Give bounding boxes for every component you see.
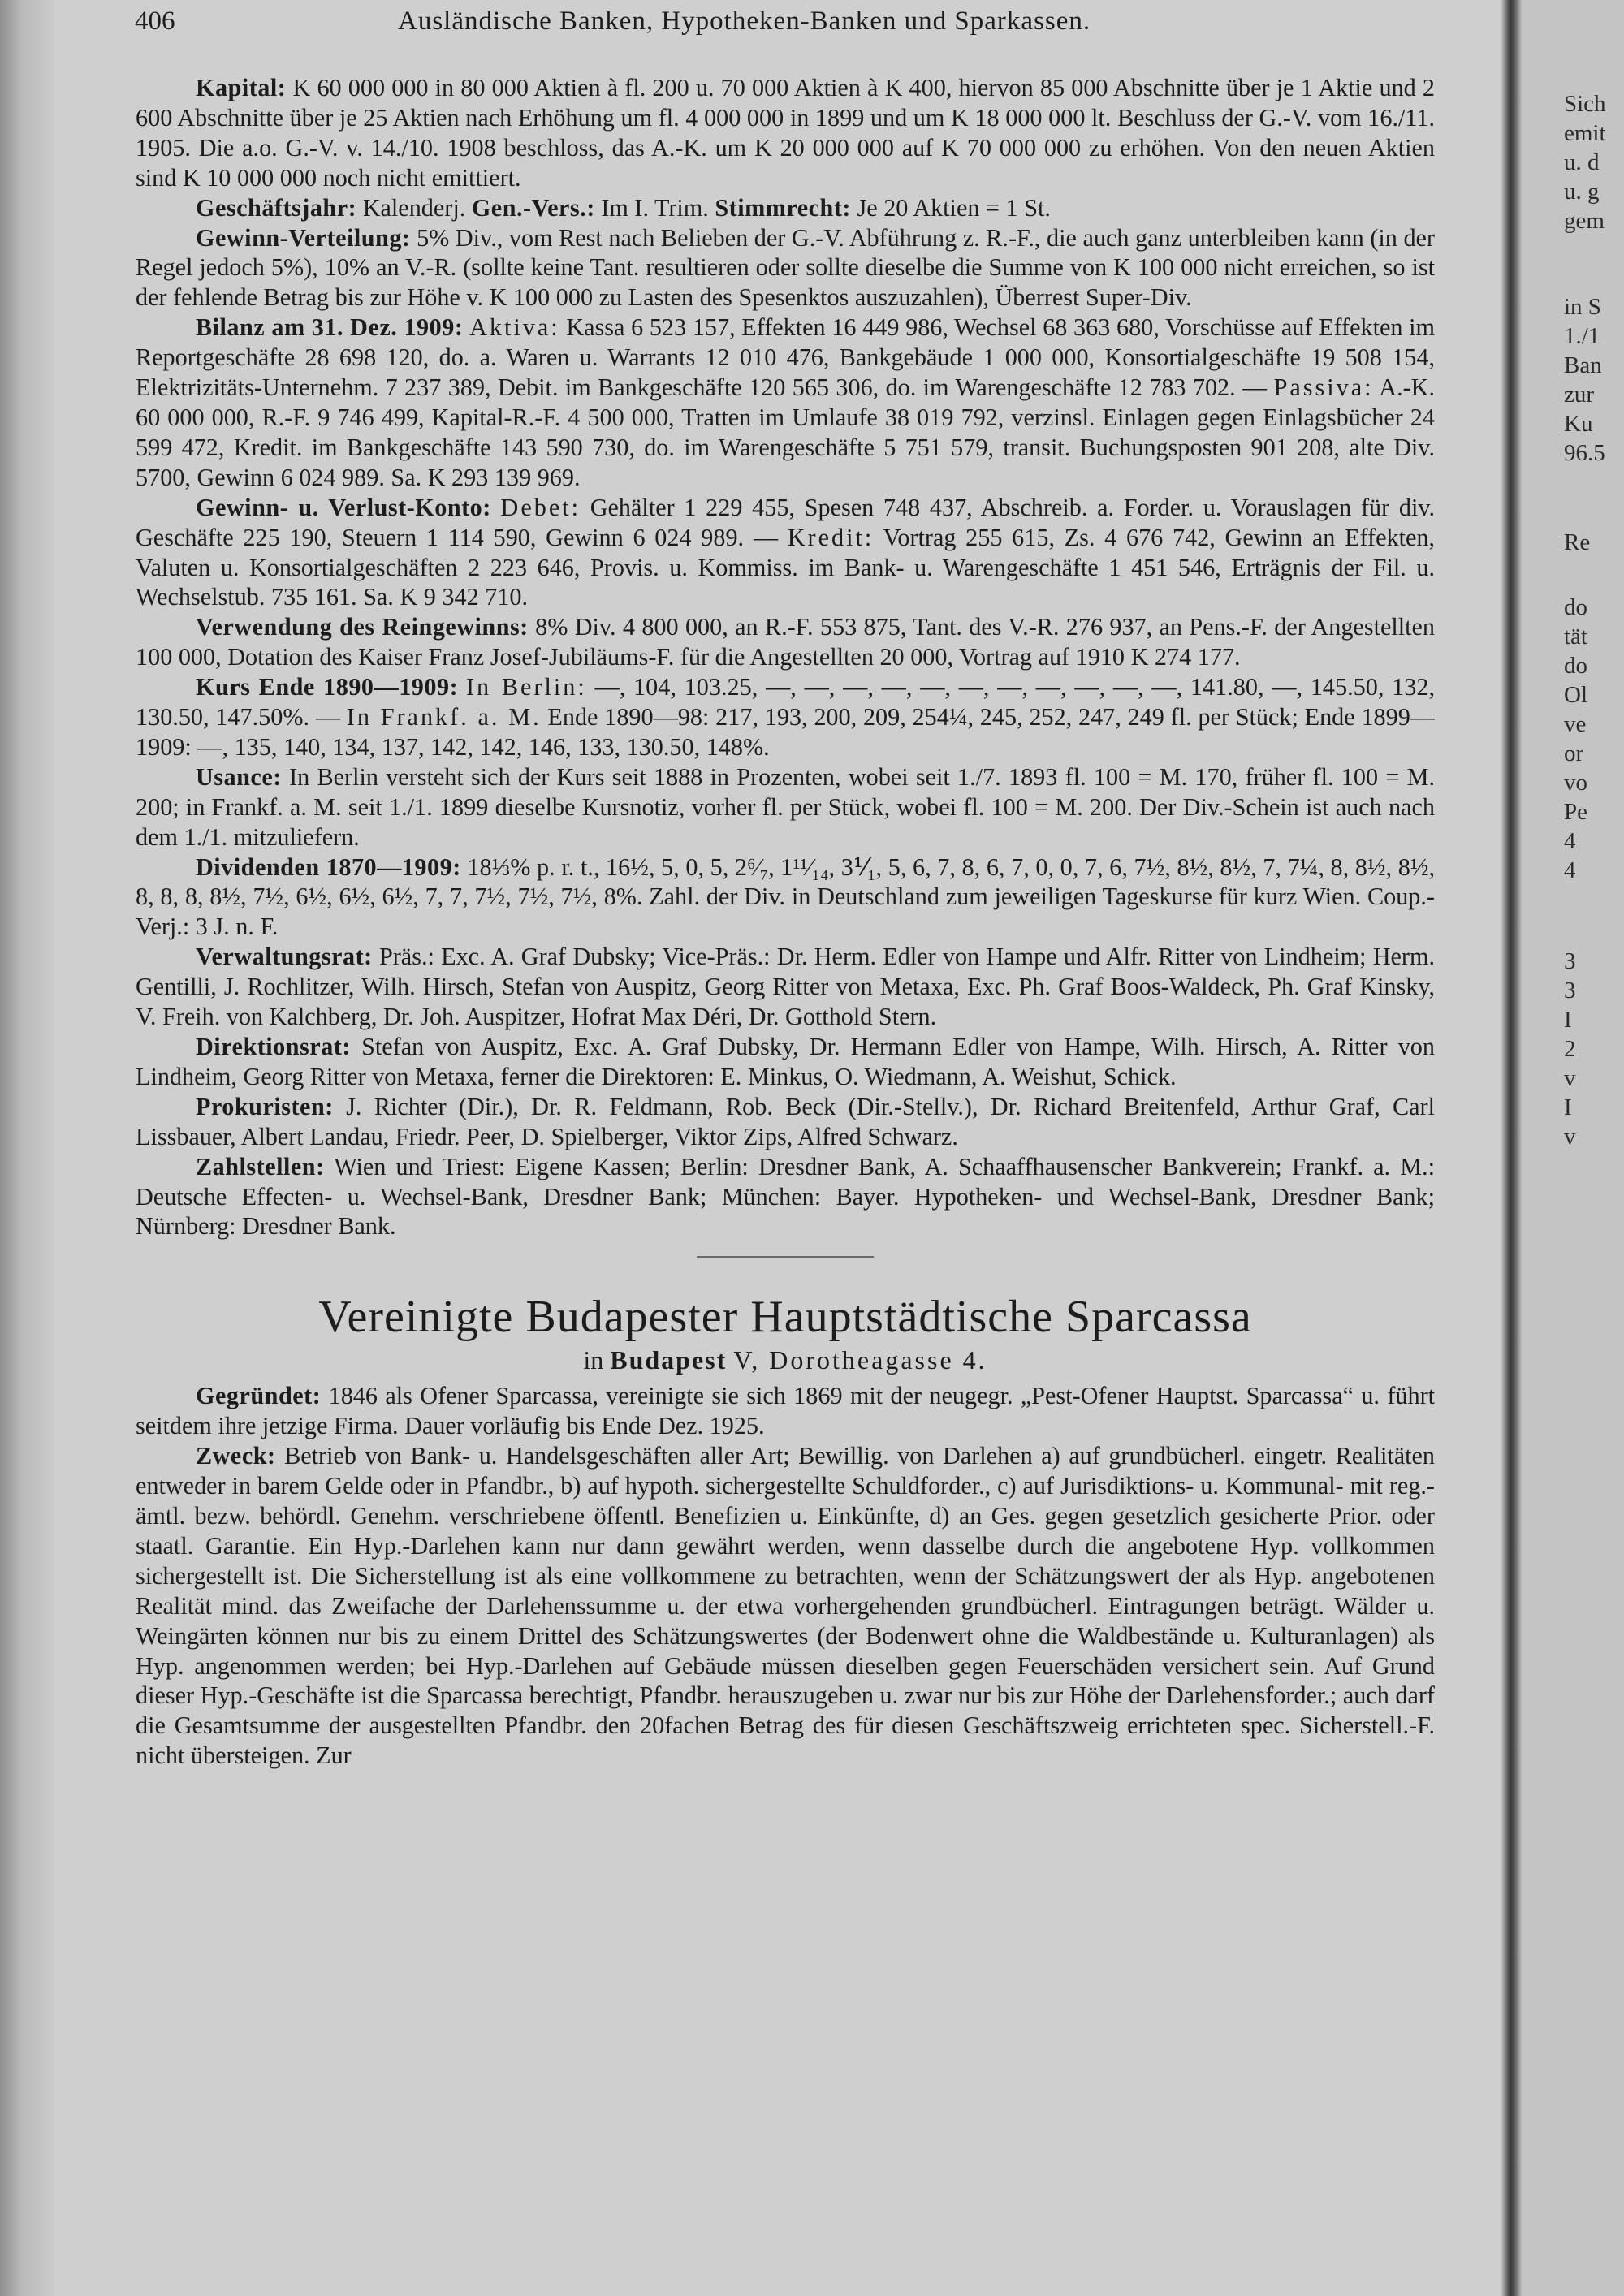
adjacent-page-fragment: Ban [1564,352,1602,378]
entry-gewinnverteilung [136,223,1435,313]
passiva-label: Passiva: [1273,373,1374,402]
entry-usance [136,762,1435,852]
adjacent-page-fragment: vo [1564,770,1587,796]
adjacent-page-fragment: gem [1564,208,1605,234]
adjacent-page-fragment: do [1564,653,1587,679]
bank-title: Vereinigte Budapester Hauptstädtische Sparcassa [318,1292,1252,1343]
entry-text: A.-K. 60 000 000, R.-F. 9 746 499, Kapital-R.-F. 4 500 000, Tratten im Umlaufe 38 019 792, verzinsl. Einlagen gegen Einlagsbücher 24 599 472, Kredit. im Bankgeschäfte 143 590 730, do. im Warengeschäfte 5 751 579, transit. Buchungsposten 901 208, alte Div. 5700, Gewinn 6 024 989. Sa. K 293 139 969. [136,373,1436,491]
adjacent-page-fragment: zur [1564,382,1595,408]
entry-label: Verwaltungsrat: [196,943,373,971]
entry-label: Kurs Ende 1890—1909: [196,673,459,701]
bank-location [136,1342,1435,1378]
adjacent-page-fragment: 3 [1564,978,1576,1003]
entry-text: 5% Div., vom Rest nach Belieben der G.-V. Abführung z. R.-F., die auch ganz unterbleiben kann (in der Regel jedoch 5%), 10% an V.-R. (sollte keine Tant. resultieren oder sollte dieselbe die Summe von K 100 000 nicht erreichen, so ist der fehlende Betrag bis zur Höhe v. K 100 000 zu Lasten des Spesenktos auszuzahlen), Überrest Super-Div. [136,223,1435,312]
entry-text: Kassa 6 523 157, Effekten 16 449 986, Wechsel 68 363 680, Vorschüsse auf Effekten im Reportgeschäfte 28 698 120, do. a. Waren u. Warrants 12 010 476, Bankgebäude 1 000 000, Konsortialgeschäfte 19 508 154, Elektrizitäts-Unternehm. 7 237 389, Debit. im Bankgeschäfte 120 565 306, do. im Warengeschäfte 12 783 702. — [136,313,1436,402]
entry-label: Gen.-Vers.: [471,193,595,222]
debet-label: Debet: [500,493,581,521]
scan-edge-left [0,0,54,2296]
adjacent-page-fragment: Ol [1564,682,1587,708]
city-name: Budapest [610,1345,728,1375]
entry-label: Gewinn-Verteilung: [196,223,411,252]
street-address: V, Dorotheagasse 4. [733,1345,987,1375]
entry-label: Verwendung des Reingewinns: [196,613,529,641]
page-header [81,5,1510,45]
entry-text: —, 104, 103.25, —, —, —, —, —, —, —, —, —, —, —, 141.80, —, 145.50, 132, 130.50, 147.50%. — [136,673,1436,732]
entry-dividenden [136,852,1435,943]
entry-label: Prokuristen: [196,1092,334,1120]
entry-text: Kalenderj. [362,193,466,222]
adjacent-page-fragment: v [1564,1124,1576,1150]
running-title: Ausländische Banken, Hypotheken-Banken und Sparkassen. [398,6,1091,36]
page-number: 406 [135,6,175,36]
entry-gegruendet [136,1381,1435,1441]
adjacent-page-fragment: v [1564,1065,1576,1091]
entry-text: 1846 als Ofener Sparcassa, vereinigte sie sich 1869 mit der neugegr. „Pest-Ofener Hauptst. Sparcassa“ u. führt seitdem ihre jetzige Firma. Dauer vorläufig bis Ende Dez. 1925. [136,1382,1436,1440]
book-gutter [1501,0,1522,2296]
adjacent-page-fragment: or [1564,740,1584,766]
adjacent-page-fragment: 1./1 [1564,323,1600,349]
entry-label: Zahlstellen: [196,1152,325,1180]
entry-text: Vortrag 255 615, Zs. 4 676 742, Gewinn an Effekten, Valuten u. Konsortialgeschäften 2 223 646, Provis. u. Kommiss. im Bank- u. Warengeschäfte 1 451 546, Erträgnis der Fil. u. Wechselstub. 735 161. Sa. K 9 342 710. [136,523,1435,611]
entry-kapital [136,73,1435,193]
adjacent-page-fragment: 4 [1564,828,1576,854]
entry-text: Gehälter 1 229 455, Spesen 748 437, Abschreib. a. Forder. u. Vorauslagen für div. Geschäfte 225 190, Steuern 1 114 590, Gewinn 6 024 989. — [136,493,1436,551]
section-divider-wrap [136,1241,1435,1272]
adjacent-page-fragment: I [1564,1094,1572,1120]
entry-text: 8% Div. 4 800 000, an R.-F. 553 875, Tant. des V.-R. 276 937, an Pens.-F. der Angestellten 100 000, Dotation des Kaiser Franz Josef-Jubiläums-F. für die Angestellten 20 000, Vortrag auf 1910 K 274 177. [136,613,1436,671]
adjacent-page-fragment: 96.5 [1564,440,1605,466]
entry-label: Bilanz am 31. Dez. 1909: [196,313,464,342]
entry-bilanz [136,313,1435,492]
adjacent-page-fragment: do [1564,594,1587,620]
entry-label: Dividenden 1870—1909: [196,852,461,881]
entry-text: K 60 000 000 in 80 000 Aktien à fl. 200 u. 70 000 Aktien à K 400, hiervon 85 000 Abschnitte über je 1 Aktie und 2 600 Abschnitte über je 25 Aktien nach Erhöhung um fl. 4 000 000 in 1899 und um K 18 000 000 lt. Beschluss der G.-V. vom 16./11. 1905. Die a.o. G.-V. v. 14./10. 1908 beschloss, das A.-K. um K 20 000 000 auf K 70 000 000 zu erhöhen. Von den neuen Aktien sind K 10 000 000 noch nicht emittiert. [136,74,1436,192]
adjacent-page-fragment: u. g [1564,179,1600,205]
entry-text: Präs.: Exc. A. Graf Dubsky; Vice-Präs.: Dr. Herm. Edler von Hampe und Alfr. Ritter von Lindheim; Herm. Gentilli, J. Rochlitzer, Wilh. Hirsch, Stefan von Auspitz, Georg Ritter von Metaxa, Exc. Ph. Graf Boos-Waldeck, Ph. Graf Kinsky, V. Freih. von Kalchberg, Dr. Joh. Auspitzer, Hofrat Max Déri, Dr. Gotthold Stern. [136,943,1436,1031]
adjacent-page-fragment: 3 [1564,948,1576,974]
entry-text: In Berlin versteht sich der Kurs seit 1888 in Prozenten, wobei seit 1./7. 1893 fl. 100 = M. 170, früher fl. 100 = M. 200; in Frankf. a. M. seit 1./1. 1899 dieselbe Kursnotiz, vorher fl. per Stück, wobei fl. 100 = M. 200. Der Div.-Schein ist auch nach dem 1./1. mitzuliefern. [136,762,1436,851]
entry-label: Zweck: [196,1442,276,1470]
entry-geschaeftsjahr [136,193,1435,223]
adjacent-page-fragment: Sich [1564,91,1606,117]
kredit-label: Kredit: [787,523,875,551]
entry-text: Im I. Trim. [601,193,709,222]
adjacent-page-fragment: Pe [1564,799,1587,825]
adjacent-page-fragment: ve [1564,711,1587,737]
aktiva-label: Aktiva: [469,313,560,342]
entry-kurs [136,672,1435,762]
entry-verwaltungsrat [136,942,1435,1032]
adjacent-page-fragment: Ku [1564,411,1593,437]
entry-verwendung [136,612,1435,672]
adjacent-page-fragment: u. d [1564,149,1600,175]
entry-label: Direktionsrat: [196,1033,351,1060]
entry-prokuristen [136,1092,1435,1152]
entry-label: Gewinn- u. Verlust-Konto: [196,493,491,521]
entry-text: Je 20 Aktien = 1 St. [857,193,1051,222]
adjacent-page-fragment: I [1564,1007,1572,1033]
entry-label: Stimmrecht: [715,193,851,222]
location-prefix: in [583,1345,604,1375]
adjacent-page-fragment: Re [1564,529,1591,555]
entry-label: Geschäftsjahr: [196,193,357,222]
entry-label: Kapital: [196,74,287,101]
adjacent-page-strip [1522,0,1624,2296]
adjacent-page-fragment: tät [1564,624,1587,650]
frankfurt-label: In Frankf. a. M. [346,703,542,732]
entry-guv [136,493,1435,613]
entry-label: Usance: [196,762,282,791]
entry-direktionsrat [136,1032,1435,1092]
entry-text: Ende 1890—98: 217, 193, 200, 209, 254¼, 245, 252, 247, 249 fl. per Stück; Ende 1899—1909: —, 135, 140, 134, 137, 142, 142, 146, 133, 130.50, 148%. [136,703,1436,761]
adjacent-page-fragment: emit [1564,120,1606,146]
entry-text: J. Richter (Dir.), Dr. R. Feldmann, Rob. Beck (Dir.-Stellv.), Dr. Richard Breitenfeld, Arthur Graf, Carl Lissbauer, Albert Landau, Friedr. Peer, D. Spielberger, Viktor Zips, Alfred Schwarz. [136,1092,1435,1150]
entry-zweck [136,1441,1435,1771]
entry-text: 18⅓% p. r. t., 16½, 5, 0, 5, 2⁶⁄₇, 1¹¹⁄₁₄, 3⅟₁, 5, 6, 7, 8, 6, 7, 0, 0, 7, 6, 7½, 8½, 8½, 7, 7¼, 8, 8½, 8½, 8, 8, 8, 8½, 7½, 6½, 6½, 6½, 7, 7, 7½, 7½, 7½, 8%. Zahl. der Div. in Deutschland zum jeweiligen Tageskurse für kurz Wien. Coup.-Verj.: 3 J. n. F. [136,852,1436,941]
entry-label: Gegründet: [196,1382,322,1410]
adjacent-page-fragment: 2 [1564,1036,1576,1062]
entry-text: Stefan von Auspitz, Exc. A. Graf Dubsky, Dr. Hermann Edler von Hampe, Wilh. Hirsch, A. Ritter von Lindheim, Georg Ritter von Metaxa, ferner die Direktoren: E. Minkus, O. Wiedmann, A. Weishut, Schick. [136,1033,1435,1090]
text-column [136,73,1435,1771]
adjacent-page-fragment: 4 [1564,857,1576,883]
entry-text: Wien und Triest: Eigene Kassen; Berlin: Dresdner Bank, A. Schaaffhausenscher Bankverein; Frankf. a. M.: Deutsche Effecten- u. Wechsel-Bank, Dresdner Bank; München: Bayer. Hypotheken- und Wechsel-Bank, Dresdner Bank; Nürnberg: Dresdner Bank. [136,1152,1435,1241]
berlin-label: In Berlin: [465,673,587,701]
entry-zahlstellen [136,1152,1435,1242]
section-divider [697,1256,874,1258]
adjacent-page-fragment: in S [1564,294,1601,320]
entry-text: Betrieb von Bank- u. Handelsgeschäften aller Art; Bewillig. von Darlehen a) auf grundbücherl. eingetr. Realitäten entweder in barem Gelde oder in Pfandbr., b) auf hypoth. sichergestellte Schuldforder., c) auf Jurisdiktions- u. Kommunal- mit reg.-ämtl. bezw. behördl. Genehm. verschriebene öffentl. Benefizien u. Einkünfte, d) an Ges. gegen gesetzlich gesicherte Prior. oder staatl. Garantie. Ein Hyp.-Darlehen kann nur dann gewährt werden, wenn dasselbe durch die angebotene Hyp. vollkommen sichergestellt ist. Die Sicherstellung ist als eine vollkommene zu betrachten, wenn der Schätzungswert der als Hyp. angebotenen Realität mind. das Zweifache der Darlehenssumme u. der etwa vorhergehenden grundbücherl. Eintragungen beträgt. Wälder u. Weingärten können nur bis zu einem Drittel des Schätzungswertes (der Bodenwert ohne die Waldbestände u. Kulturanlagen) als Hyp. angenommen werden; bei Hyp.-Darlehen auf Gebäude müssen dieselben gegen Feuerschäden versichert sein. Auf Grund dieser Hyp.-Geschäfte ist die Sparcassa berechtigt, Pfandbr. herauszugeben u. zwar nur bis zur Höhe der Darlehensforder.; auch darf die Gesamtsumme der ausgestellten Pfandbr. den 20fachen Betrag des für diesen Geschäftszweig errichteten spec. Sicherstell.-F. nicht übersteigen. Zur [136,1442,1435,1770]
